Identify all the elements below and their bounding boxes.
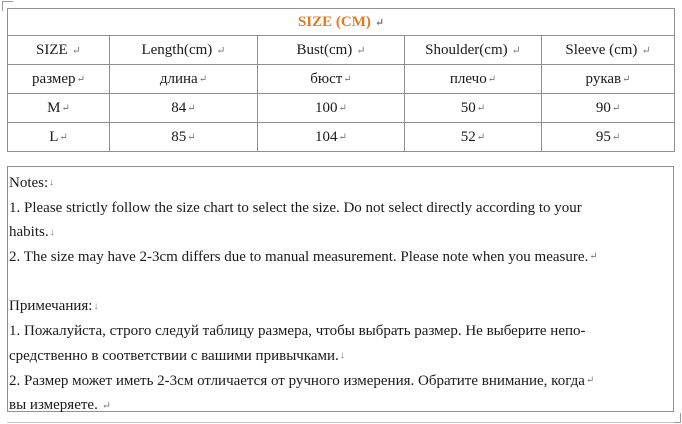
paragraph-mark-icon: ↵ [61, 102, 70, 114]
paragraph-mark-icon: ↵ [71, 44, 81, 57]
size-value: M [47, 99, 61, 116]
paragraph-mark-icon: ↵ [476, 102, 486, 114]
size-value: L [49, 128, 59, 145]
header-cell-ru [542, 65, 675, 94]
header-cell-ru [258, 65, 405, 94]
page-corner-mark [674, 413, 681, 423]
header-cell-ru [110, 65, 258, 94]
header-sleeve: Sleeve (cm) [565, 41, 638, 58]
header-cell [405, 36, 542, 65]
paragraph-mark-icon: ↵ [511, 44, 521, 57]
paragraph-mark-icon: ↵ [356, 44, 366, 57]
table-cell [8, 94, 110, 123]
note-text: 2. Размер может иметь 2-3см отличается от ручного измерения. Обратите внимание, когда [9, 372, 585, 389]
paragraph-mark-icon: ↵ [338, 131, 347, 143]
line-break-icon: ↓ [49, 177, 55, 189]
header-cell [8, 36, 110, 65]
header-cell-ru [405, 65, 542, 94]
notes-heading-ru [9, 294, 673, 319]
table-cell [8, 123, 110, 152]
paragraph-mark-icon: ↵ [216, 44, 226, 57]
header-bust-ru: бюст [310, 70, 343, 87]
paragraph-mark-icon: ↵ [374, 16, 385, 29]
note-text: 2. The size may have 2-3cm differs due to manual measurement. Please note when you measure. [9, 249, 589, 266]
table-cell [542, 123, 675, 152]
note-line [9, 344, 673, 369]
header-sleeve-ru: рукав [585, 70, 622, 87]
note-text: 1. Пожалуйста, строго следуй таблицу размера, чтобы выбрать размер. Не выберите непо- [9, 323, 586, 340]
paragraph-mark-icon: ↵ [585, 374, 595, 386]
table-cell [110, 123, 258, 152]
line-break-icon: ↓ [49, 226, 55, 238]
paragraph-mark-icon: ↵ [76, 73, 85, 85]
note-text: вы измеряете. [9, 397, 98, 414]
sleeve-value: 95 [595, 128, 611, 145]
paragraph-mark-icon: ↵ [101, 399, 112, 412]
paragraph-mark-icon: ↵ [622, 73, 631, 85]
paragraph-mark-icon: ↵ [611, 131, 621, 143]
header-cell-ru [8, 65, 110, 94]
header-cell [110, 36, 258, 65]
paragraph-mark-icon: ↵ [487, 73, 497, 85]
length-value: 85 [171, 128, 187, 145]
header-length: Length(cm) [141, 41, 213, 58]
table-row [8, 123, 675, 152]
length-value: 84 [171, 99, 187, 116]
table-cell [110, 94, 258, 123]
header-cell [542, 36, 675, 65]
table-cell [542, 94, 675, 123]
table-cell [258, 94, 405, 123]
paragraph-mark-icon: ↵ [338, 102, 347, 114]
header-cell [258, 36, 405, 65]
note-line [9, 369, 673, 394]
table-title: SIZE (CM) [297, 13, 371, 30]
table-row [8, 94, 675, 123]
notes-heading-en [9, 171, 673, 196]
paragraph-mark-icon: ↵ [187, 102, 196, 114]
header-row [8, 36, 675, 65]
shoulder-value: 50 [460, 99, 476, 116]
header-bust: Bust(cm) [296, 41, 353, 58]
size-table [7, 8, 675, 152]
blank-line [9, 270, 673, 295]
paragraph-mark-icon: ↵ [641, 44, 651, 57]
header-length-ru: длина [159, 70, 198, 87]
note-line [9, 393, 673, 418]
notes-box [7, 166, 674, 412]
header-shoulder-ru: плечо [449, 70, 487, 87]
shoulder-value: 52 [460, 128, 476, 145]
header-size-ru: размер [32, 70, 76, 87]
notes-heading-text: Notes: [9, 175, 49, 191]
note-line [9, 245, 673, 270]
paragraph-mark-icon: ↵ [611, 102, 621, 114]
header-shoulder: Shoulder(cm) [425, 41, 508, 58]
paragraph-mark-icon: ↵ [198, 73, 208, 85]
russian-header-row [8, 65, 675, 94]
title-row [8, 9, 675, 36]
paragraph-mark-icon: ↵ [187, 131, 196, 143]
paragraph-mark-icon: ↵ [589, 251, 598, 263]
note-line [9, 319, 673, 344]
note-line [9, 220, 673, 245]
paragraph-mark-icon: ↵ [59, 131, 68, 143]
note-text: средственно в соответствии с вашими привычками. [9, 347, 339, 364]
paragraph-mark-icon: ↵ [476, 131, 486, 143]
paragraph-mark-icon: ↵ [343, 73, 352, 85]
header-size: SIZE [36, 41, 68, 58]
line-break-icon: ↓ [93, 300, 99, 312]
table-cell [405, 94, 542, 123]
bust-value: 100 [315, 99, 338, 116]
line-break-icon: ↓ [339, 350, 345, 362]
note-line [9, 196, 673, 221]
note-text: habits. [9, 224, 49, 241]
table-cell [405, 123, 542, 152]
table-title-cell [8, 9, 675, 36]
table-cell [258, 123, 405, 152]
note-text: 1. Please strictly follow the size chart to select the size. Do not select directly according to your [9, 199, 582, 216]
notes-heading-text: Примечания: [9, 298, 93, 315]
bottom-rule [7, 422, 674, 423]
sleeve-value: 90 [595, 99, 611, 116]
bust-value: 104 [315, 128, 338, 145]
